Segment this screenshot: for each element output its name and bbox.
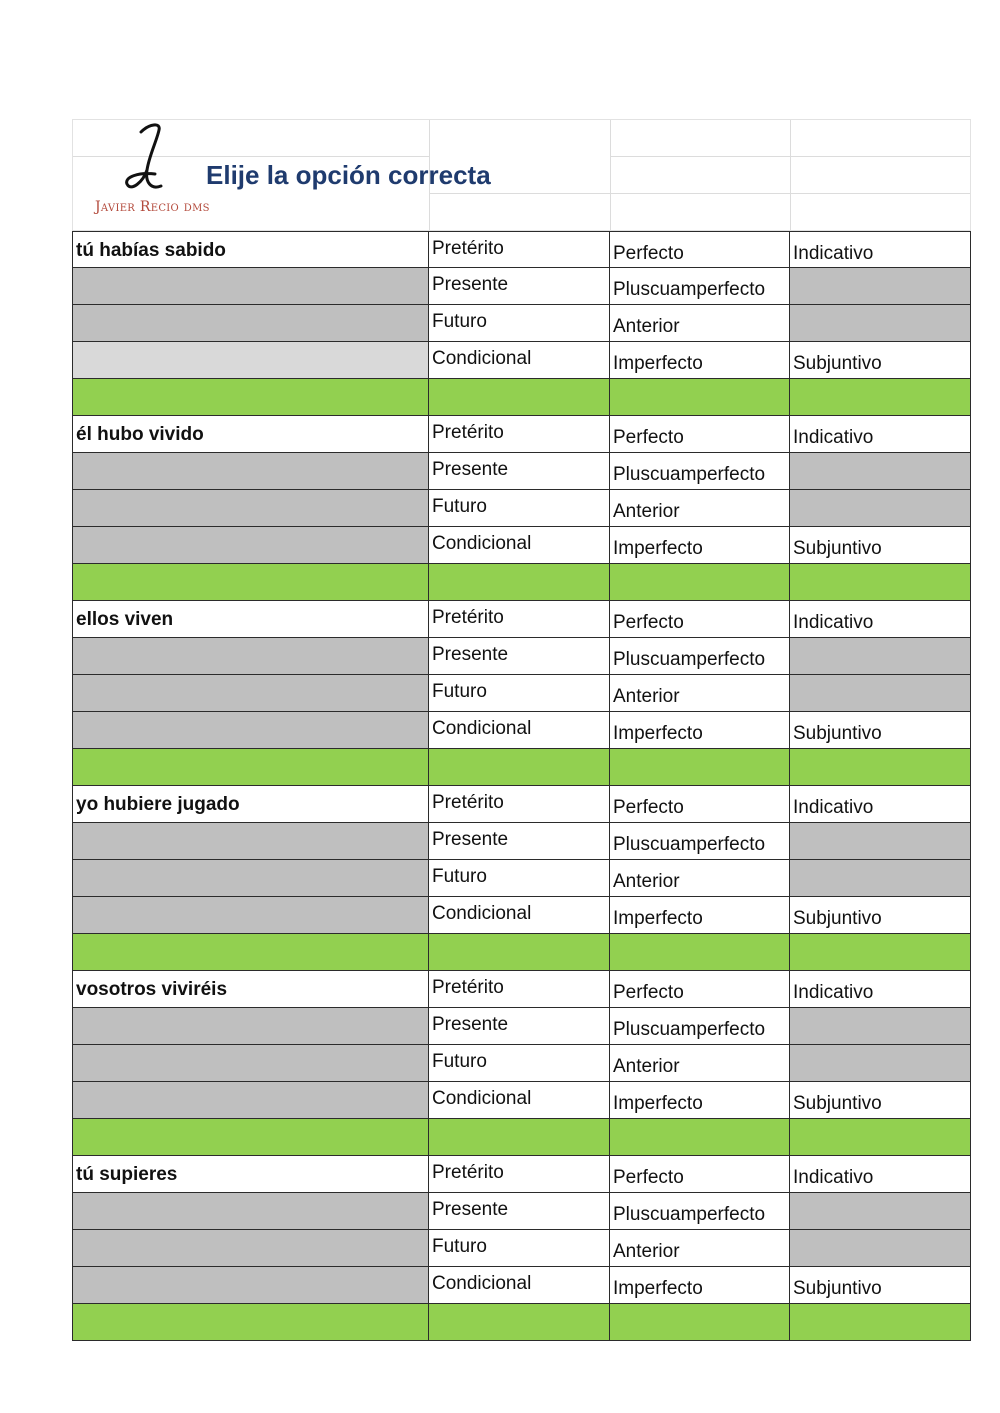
option-aspect[interactable]: Perfecto <box>610 971 790 1008</box>
answer-cell[interactable] <box>429 749 610 786</box>
blank-cell <box>72 1230 429 1267</box>
logo-j-icon <box>125 122 171 196</box>
option-aspect[interactable]: Perfecto <box>610 1156 790 1193</box>
answer-cell[interactable] <box>790 1119 971 1156</box>
blank-cell <box>790 860 971 897</box>
option-aspect[interactable]: Pluscuamperfecto <box>610 1193 790 1230</box>
gridline <box>429 193 970 194</box>
option-aspect[interactable]: Perfecto <box>610 601 790 638</box>
option-aspect[interactable]: Imperfecto <box>610 1267 790 1304</box>
option-mood[interactable]: Subjuntivo <box>790 527 971 564</box>
question-prompt: yo hubiere jugado <box>72 786 429 823</box>
answer-cell[interactable] <box>790 564 971 601</box>
blank-cell <box>72 1045 429 1082</box>
option-mood[interactable]: Indicativo <box>790 416 971 453</box>
answer-cell[interactable] <box>72 934 429 971</box>
blank-cell <box>72 638 429 675</box>
option-row <box>72 1045 971 1082</box>
answer-cell[interactable] <box>790 749 971 786</box>
option-tense[interactable]: Pretérito <box>429 231 610 268</box>
option-aspect[interactable]: Anterior <box>610 305 790 342</box>
option-tense[interactable]: Condicional <box>429 1082 610 1119</box>
option-row <box>72 1156 971 1193</box>
blank-cell <box>72 342 429 379</box>
blank-cell <box>790 490 971 527</box>
answer-row[interactable] <box>72 1119 971 1156</box>
blank-cell <box>72 897 429 934</box>
blank-cell <box>72 453 429 490</box>
logo-name: Javier Recio dms <box>95 199 210 215</box>
answer-cell[interactable] <box>429 1119 610 1156</box>
option-row <box>72 490 971 527</box>
option-tense[interactable]: Futuro <box>429 305 610 342</box>
question-prompt: tú supieres <box>72 1156 429 1193</box>
option-row <box>72 823 971 860</box>
blank-cell <box>72 1082 429 1119</box>
blank-cell <box>72 823 429 860</box>
option-aspect[interactable]: Anterior <box>610 860 790 897</box>
option-aspect[interactable]: Imperfecto <box>610 342 790 379</box>
option-mood[interactable]: Subjuntivo <box>790 342 971 379</box>
answer-cell[interactable] <box>790 379 971 416</box>
blank-cell <box>72 1008 429 1045</box>
option-aspect[interactable]: Anterior <box>610 1230 790 1267</box>
answer-cell[interactable] <box>72 1304 429 1341</box>
option-aspect[interactable]: Perfecto <box>610 231 790 268</box>
answer-cell[interactable] <box>610 1304 790 1341</box>
option-aspect[interactable]: Imperfecto <box>610 897 790 934</box>
blank-cell <box>790 823 971 860</box>
option-mood[interactable]: Indicativo <box>790 971 971 1008</box>
answer-cell[interactable] <box>72 564 429 601</box>
blank-cell <box>72 675 429 712</box>
answer-cell[interactable] <box>429 564 610 601</box>
answer-cell[interactable] <box>790 934 971 971</box>
option-tense[interactable]: Condicional <box>429 1267 610 1304</box>
question-table <box>72 231 971 1341</box>
question-prompt: él hubo vivido <box>72 416 429 453</box>
option-row <box>72 638 971 675</box>
answer-cell[interactable] <box>610 564 790 601</box>
option-row <box>72 1008 971 1045</box>
option-row <box>72 1267 971 1304</box>
blank-cell <box>72 490 429 527</box>
answer-cell[interactable] <box>610 749 790 786</box>
option-tense[interactable]: Condicional <box>429 342 610 379</box>
answer-row[interactable] <box>72 934 971 971</box>
option-mood[interactable]: Indicativo <box>790 601 971 638</box>
option-aspect[interactable]: Perfecto <box>610 786 790 823</box>
answer-cell[interactable] <box>610 379 790 416</box>
option-mood[interactable]: Subjuntivo <box>790 712 971 749</box>
option-tense[interactable]: Presente <box>429 1193 610 1230</box>
option-aspect[interactable]: Imperfecto <box>610 527 790 564</box>
answer-cell[interactable] <box>610 1119 790 1156</box>
option-row <box>72 342 971 379</box>
option-tense[interactable]: Futuro <box>429 860 610 897</box>
option-tense[interactable]: Pretérito <box>429 786 610 823</box>
option-tense[interactable]: Presente <box>429 268 610 305</box>
blank-cell <box>790 1193 971 1230</box>
option-row <box>72 897 971 934</box>
worksheet <box>72 119 971 1341</box>
blank-cell <box>790 1008 971 1045</box>
blank-cell <box>72 1193 429 1230</box>
option-aspect[interactable]: Imperfecto <box>610 712 790 749</box>
option-aspect[interactable]: Pluscuamperfecto <box>610 638 790 675</box>
option-row <box>72 1230 971 1267</box>
blank-cell <box>790 305 971 342</box>
question-prompt: ellos viven <box>72 601 429 638</box>
page-title: Elije la opción correcta <box>206 160 491 190</box>
worksheet-header <box>72 119 971 231</box>
gridline <box>610 120 611 230</box>
answer-row[interactable] <box>72 379 971 416</box>
answer-cell[interactable] <box>72 379 429 416</box>
option-tense[interactable]: Pretérito <box>429 601 610 638</box>
blank-cell <box>72 860 429 897</box>
option-tense[interactable]: Presente <box>429 823 610 860</box>
answer-cell[interactable] <box>429 934 610 971</box>
option-tense[interactable]: Pretérito <box>429 416 610 453</box>
blank-cell <box>72 305 429 342</box>
blank-cell <box>72 1267 429 1304</box>
option-aspect[interactable]: Anterior <box>610 490 790 527</box>
option-row <box>72 231 971 268</box>
question-prompt: tú habías sabido <box>72 231 429 268</box>
option-row <box>72 1082 971 1119</box>
option-aspect[interactable]: Pluscuamperfecto <box>610 453 790 490</box>
blank-cell <box>72 268 429 305</box>
option-tense[interactable]: Futuro <box>429 1045 610 1082</box>
option-mood[interactable]: Subjuntivo <box>790 1082 971 1119</box>
option-row <box>72 527 971 564</box>
option-aspect[interactable]: Anterior <box>610 675 790 712</box>
option-tense[interactable]: Futuro <box>429 490 610 527</box>
option-row <box>72 675 971 712</box>
blank-cell <box>790 1045 971 1082</box>
blank-cell <box>790 268 971 305</box>
option-row <box>72 416 971 453</box>
option-mood[interactable]: Indicativo <box>790 231 971 268</box>
question-prompt: vosotros viviréis <box>72 971 429 1008</box>
option-mood[interactable]: Indicativo <box>790 1156 971 1193</box>
answer-cell[interactable] <box>429 1304 610 1341</box>
option-tense[interactable]: Presente <box>429 638 610 675</box>
option-tense[interactable]: Condicional <box>429 712 610 749</box>
blank-cell <box>790 675 971 712</box>
option-aspect[interactable]: Anterior <box>610 1045 790 1082</box>
blank-cell <box>72 527 429 564</box>
option-tense[interactable]: Pretérito <box>429 971 610 1008</box>
option-row <box>72 786 971 823</box>
option-row <box>72 268 971 305</box>
blank-cell <box>790 1230 971 1267</box>
option-tense[interactable]: Futuro <box>429 1230 610 1267</box>
blank-cell <box>790 638 971 675</box>
option-row <box>72 453 971 490</box>
option-mood[interactable]: Indicativo <box>790 786 971 823</box>
option-aspect[interactable]: Pluscuamperfecto <box>610 268 790 305</box>
option-tense[interactable]: Condicional <box>429 527 610 564</box>
answer-cell[interactable] <box>72 1119 429 1156</box>
blank-cell <box>72 712 429 749</box>
answer-cell[interactable] <box>429 379 610 416</box>
option-tense[interactable]: Presente <box>429 1008 610 1045</box>
answer-cell[interactable] <box>790 1304 971 1341</box>
option-aspect[interactable]: Imperfecto <box>610 1082 790 1119</box>
option-row <box>72 1193 971 1230</box>
gridline <box>790 120 791 230</box>
option-mood[interactable]: Subjuntivo <box>790 897 971 934</box>
answer-row[interactable] <box>72 1304 971 1341</box>
option-row <box>72 712 971 749</box>
option-row <box>72 971 971 1008</box>
answer-cell[interactable] <box>610 934 790 971</box>
option-row <box>72 860 971 897</box>
option-tense[interactable]: Presente <box>429 453 610 490</box>
gridline <box>610 156 970 157</box>
option-tense[interactable]: Pretérito <box>429 1156 610 1193</box>
option-aspect[interactable]: Pluscuamperfecto <box>610 823 790 860</box>
answer-row[interactable] <box>72 749 971 786</box>
option-row <box>72 601 971 638</box>
option-mood[interactable]: Subjuntivo <box>790 1267 971 1304</box>
option-tense[interactable]: Condicional <box>429 897 610 934</box>
blank-cell <box>790 453 971 490</box>
option-row <box>72 305 971 342</box>
option-tense[interactable]: Futuro <box>429 675 610 712</box>
answer-row[interactable] <box>72 564 971 601</box>
option-aspect[interactable]: Perfecto <box>610 416 790 453</box>
answer-cell[interactable] <box>72 749 429 786</box>
option-aspect[interactable]: Pluscuamperfecto <box>610 1008 790 1045</box>
